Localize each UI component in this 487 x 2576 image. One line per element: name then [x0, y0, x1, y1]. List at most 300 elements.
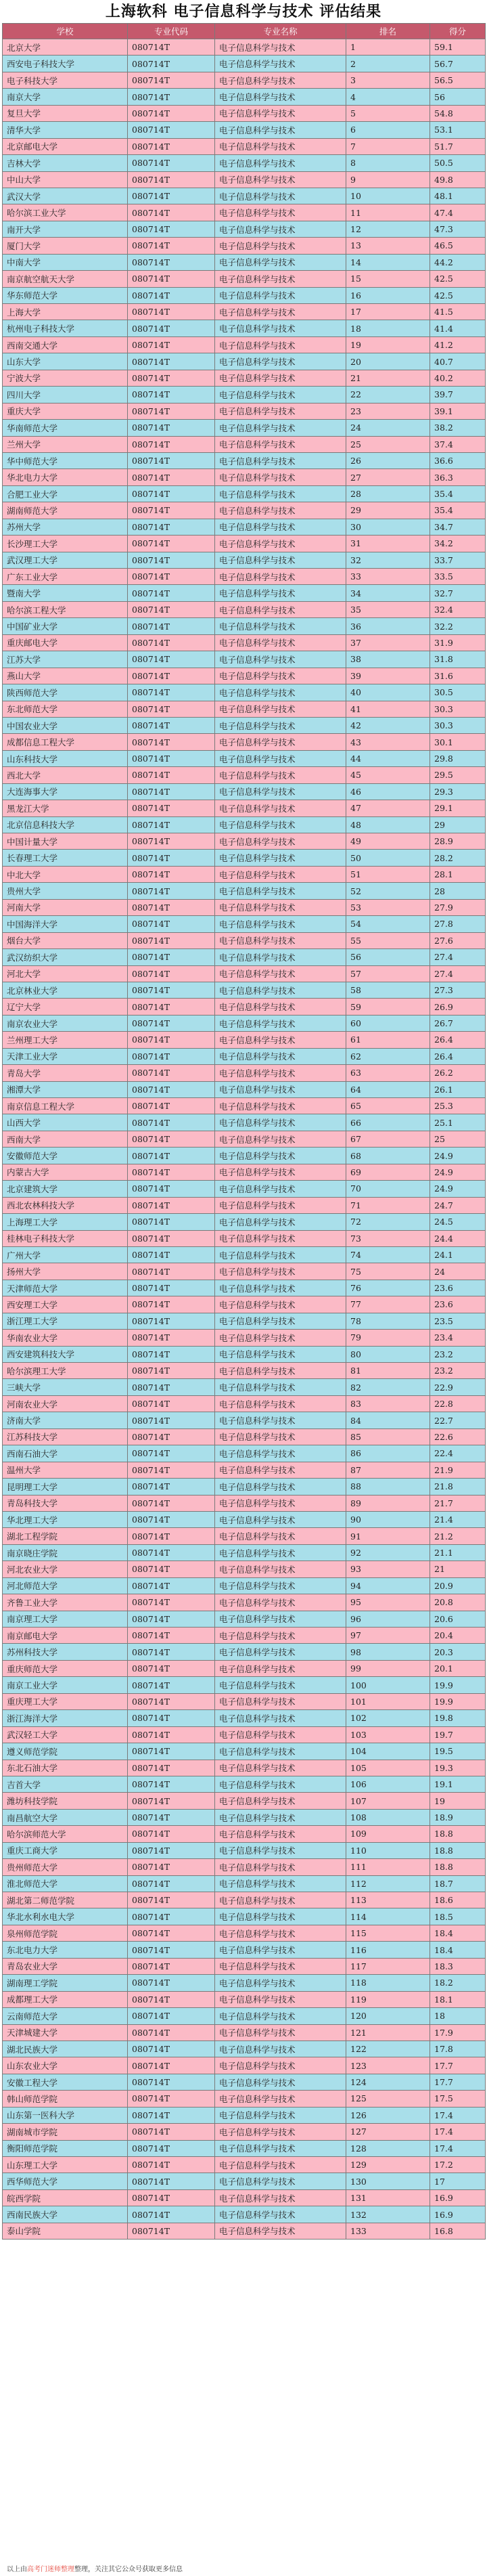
table-row: [3, 138, 486, 154]
school-cell: 黑龙江大学: [3, 800, 128, 816]
major-cell: 电子信息科学与技术: [215, 1015, 346, 1031]
school-cell: 辽宁大学: [3, 999, 128, 1015]
rank-cell: 131: [346, 2189, 430, 2206]
code-cell: 080714T: [128, 204, 215, 221]
score-cell: 18.5: [430, 1908, 486, 1925]
school-cell: 南昌航空大学: [3, 1809, 128, 1825]
major-cell: 电子信息科学与技术: [215, 1495, 346, 1511]
major-cell: 电子信息科学与技术: [215, 734, 346, 750]
code-cell: 080714T: [128, 39, 215, 56]
major-cell: 电子信息科学与技术: [215, 105, 346, 121]
code-cell: 080714T: [128, 2040, 215, 2057]
table-row: [3, 171, 486, 188]
code-cell: 080714T: [128, 618, 215, 634]
score-cell: 16.9: [430, 2189, 486, 2206]
school-cell: 中北大学: [3, 866, 128, 882]
table-row: [3, 1528, 486, 1544]
major-cell: 电子信息科学与技术: [215, 287, 346, 303]
code-cell: 080714T: [128, 221, 215, 237]
school-cell: 北京大学: [3, 39, 128, 56]
school-cell: 湖北民族大学: [3, 2040, 128, 2057]
school-cell: 青岛科技大学: [3, 1495, 128, 1511]
rank-cell: 44: [346, 750, 430, 766]
code-cell: 080714T: [128, 1528, 215, 1544]
table-row: [3, 420, 486, 436]
column-header-school: 学校: [3, 24, 128, 39]
score-cell: 33.5: [430, 569, 486, 585]
major-cell: 电子信息科学与技术: [215, 1577, 346, 1594]
school-cell: 吉首大学: [3, 1776, 128, 1792]
rank-cell: 6: [346, 122, 430, 138]
score-cell: 17.5: [430, 2091, 486, 2107]
major-cell: 电子信息科学与技术: [215, 2091, 346, 2107]
table-row: [3, 2223, 486, 2239]
rank-cell: 47: [346, 800, 430, 816]
school-cell: 东北师范大学: [3, 701, 128, 717]
school-cell: 湘潭大学: [3, 1081, 128, 1097]
school-cell: 兰州大学: [3, 436, 128, 452]
score-cell: 33.7: [430, 552, 486, 568]
rank-cell: 24: [346, 420, 430, 436]
major-cell: 电子信息科学与技术: [215, 519, 346, 535]
score-cell: 26.4: [430, 1032, 486, 1048]
score-cell: 23.6: [430, 1296, 486, 1313]
code-cell: 080714T: [128, 353, 215, 370]
major-cell: 电子信息科学与技术: [215, 1677, 346, 1693]
code-cell: 080714T: [128, 1743, 215, 1760]
major-cell: 电子信息科学与技术: [215, 1131, 346, 1147]
school-cell: 河南大学: [3, 899, 128, 915]
rank-cell: 17: [346, 304, 430, 320]
major-cell: 电子信息科学与技术: [215, 1280, 346, 1296]
school-cell: 杭州电子科技大学: [3, 320, 128, 336]
code-cell: 080714T: [128, 1445, 215, 1462]
school-cell: 燕山大学: [3, 668, 128, 684]
major-cell: 电子信息科学与技术: [215, 1660, 346, 1676]
major-cell: 电子信息科学与技术: [215, 1214, 346, 1230]
table-row: [3, 899, 486, 915]
rank-cell: 79: [346, 1330, 430, 1346]
code-cell: 080714T: [128, 452, 215, 468]
major-cell: 电子信息科学与技术: [215, 469, 346, 485]
major-cell: 电子信息科学与技术: [215, 2057, 346, 2074]
rank-cell: 86: [346, 1445, 430, 1462]
table-row: [3, 965, 486, 982]
code-cell: 080714T: [128, 2223, 215, 2239]
table-row: [3, 436, 486, 452]
code-cell: 080714T: [128, 2124, 215, 2140]
score-cell: 22.7: [430, 1412, 486, 1428]
code-cell: 080714T: [128, 420, 215, 436]
code-cell: 080714T: [128, 1793, 215, 1809]
code-cell: 080714T: [128, 1644, 215, 1660]
rank-cell: 107: [346, 1793, 430, 1809]
rank-cell: 81: [346, 1363, 430, 1379]
score-cell: 28.9: [430, 833, 486, 850]
school-cell: 烟台大学: [3, 932, 128, 948]
table-row: [3, 883, 486, 899]
school-cell: 华南农业大学: [3, 1330, 128, 1346]
school-cell: 东北电力大学: [3, 1942, 128, 1958]
score-cell: 30.3: [430, 701, 486, 717]
major-cell: 电子信息科学与技术: [215, 899, 346, 915]
score-cell: 39.1: [430, 403, 486, 419]
code-cell: 080714T: [128, 1131, 215, 1147]
code-cell: 080714T: [128, 2024, 215, 2040]
table-row: [3, 1395, 486, 1412]
rank-cell: 129: [346, 2157, 430, 2173]
rank-cell: 57: [346, 965, 430, 982]
score-cell: 21.9: [430, 1462, 486, 1478]
code-cell: 080714T: [128, 833, 215, 850]
code-cell: 080714T: [128, 238, 215, 254]
footer-highlight: 高考门迷师整理: [27, 2566, 74, 2573]
major-cell: 电子信息科学与技术: [215, 72, 346, 88]
school-cell: 吉林大学: [3, 155, 128, 171]
table-row: [3, 1230, 486, 1246]
table-row: [3, 1577, 486, 1594]
school-cell: 温州大学: [3, 1462, 128, 1478]
code-cell: 080714T: [128, 783, 215, 800]
major-cell: 电子信息科学与技术: [215, 2173, 346, 2189]
rank-cell: 88: [346, 1479, 430, 1495]
table-row: [3, 56, 486, 72]
rank-cell: 40: [346, 684, 430, 701]
school-cell: 南京理工大学: [3, 1611, 128, 1627]
code-cell: 080714T: [128, 336, 215, 353]
school-cell: 上海大学: [3, 304, 128, 320]
school-cell: 河北农业大学: [3, 1561, 128, 1577]
rank-cell: 90: [346, 1511, 430, 1527]
rank-cell: 124: [346, 2074, 430, 2090]
major-cell: 电子信息科学与技术: [215, 651, 346, 668]
major-cell: 电子信息科学与技术: [215, 2024, 346, 2040]
rank-cell: 84: [346, 1412, 430, 1428]
school-cell: 南京信息工程大学: [3, 1098, 128, 1114]
rank-cell: 121: [346, 2024, 430, 2040]
rank-cell: 23: [346, 403, 430, 419]
score-cell: 41.4: [430, 320, 486, 336]
school-cell: 重庆大学: [3, 403, 128, 419]
school-cell: 天津师范大学: [3, 1280, 128, 1296]
school-cell: 北京林业大学: [3, 982, 128, 998]
school-cell: 兰州理工大学: [3, 1032, 128, 1048]
table-row: [3, 1710, 486, 1726]
school-cell: 东北石油大学: [3, 1760, 128, 1776]
score-cell: 49.8: [430, 171, 486, 188]
table-row: [3, 1131, 486, 1147]
major-cell: 电子信息科学与技术: [215, 1197, 346, 1213]
code-cell: 080714T: [128, 1148, 215, 1164]
code-cell: 080714T: [128, 271, 215, 287]
table-row: [3, 717, 486, 733]
major-cell: 电子信息科学与技术: [215, 618, 346, 634]
school-cell: 潍坊科技学院: [3, 1793, 128, 1809]
score-cell: 17.4: [430, 2124, 486, 2140]
table-row: [3, 72, 486, 88]
code-cell: 080714T: [128, 734, 215, 750]
table-row: [3, 105, 486, 121]
code-cell: 080714T: [128, 1677, 215, 1693]
major-cell: 电子信息科学与技术: [215, 122, 346, 138]
score-cell: 24.9: [430, 1181, 486, 1197]
major-cell: 电子信息科学与技术: [215, 1726, 346, 1743]
major-cell: 电子信息科学与技术: [215, 1826, 346, 1842]
score-cell: 30.1: [430, 734, 486, 750]
score-cell: 18.6: [430, 1892, 486, 1908]
rank-cell: 4: [346, 89, 430, 105]
rank-cell: 72: [346, 1214, 430, 1230]
code-cell: 080714T: [128, 1892, 215, 1908]
code-cell: 080714T: [128, 883, 215, 899]
major-cell: 电子信息科学与技术: [215, 536, 346, 552]
major-cell: 电子信息科学与技术: [215, 1859, 346, 1875]
school-cell: 长沙理工大学: [3, 536, 128, 552]
table-row: [3, 833, 486, 850]
school-cell: 山西大学: [3, 1114, 128, 1131]
school-cell: 中国矿业大学: [3, 618, 128, 634]
school-cell: 皖西学院: [3, 2189, 128, 2206]
score-cell: 32.2: [430, 618, 486, 634]
rank-cell: 118: [346, 1975, 430, 1991]
code-cell: 080714T: [128, 72, 215, 88]
major-cell: 电子信息科学与技术: [215, 1594, 346, 1611]
code-cell: 080714T: [128, 717, 215, 733]
rank-cell: 71: [346, 1197, 430, 1213]
table-row: [3, 469, 486, 485]
rank-cell: 51: [346, 866, 430, 882]
score-cell: 38.2: [430, 420, 486, 436]
score-cell: 31.8: [430, 651, 486, 668]
table-row: [3, 1164, 486, 1180]
major-cell: 电子信息科学与技术: [215, 965, 346, 982]
rank-cell: 56: [346, 949, 430, 965]
table-row: [3, 734, 486, 750]
table-row: [3, 1048, 486, 1064]
table-row: [3, 1495, 486, 1511]
major-cell: 电子信息科学与技术: [215, 1793, 346, 1809]
code-cell: 080714T: [128, 1462, 215, 1478]
rank-cell: 113: [346, 1892, 430, 1908]
watermark: 知乎 @高考门迷师: [338, 2535, 451, 2551]
major-cell: 电子信息科学与技术: [215, 916, 346, 932]
score-cell: 17: [430, 2173, 486, 2189]
table-row: [3, 1280, 486, 1296]
score-cell: 20.4: [430, 1628, 486, 1644]
score-cell: 19.9: [430, 1693, 486, 1709]
rank-cell: 8: [346, 155, 430, 171]
score-cell: 24.4: [430, 1230, 486, 1246]
school-cell: 西华师范大学: [3, 2173, 128, 2189]
rank-cell: 70: [346, 1181, 430, 1197]
table-row: [3, 866, 486, 882]
table-row: [3, 1479, 486, 1495]
code-cell: 080714T: [128, 469, 215, 485]
code-cell: 080714T: [128, 1395, 215, 1412]
score-cell: 35.4: [430, 485, 486, 502]
major-cell: 电子信息科学与技术: [215, 1148, 346, 1164]
major-cell: 电子信息科学与技术: [215, 767, 346, 783]
major-cell: 电子信息科学与技术: [215, 932, 346, 948]
rank-cell: 52: [346, 883, 430, 899]
code-cell: 080714T: [128, 1660, 215, 1676]
school-cell: 成都理工大学: [3, 1991, 128, 2007]
school-cell: 济南大学: [3, 1412, 128, 1428]
score-cell: 24.1: [430, 1246, 486, 1263]
major-cell: 电子信息科学与技术: [215, 2140, 346, 2156]
table-row: [3, 1693, 486, 1709]
code-cell: 080714T: [128, 569, 215, 585]
code-cell: 080714T: [128, 1826, 215, 1842]
major-cell: 电子信息科学与技术: [215, 1445, 346, 1462]
school-cell: 宁波大学: [3, 370, 128, 386]
rank-cell: 30: [346, 519, 430, 535]
table-row: [3, 188, 486, 204]
code-cell: 080714T: [128, 1181, 215, 1197]
score-cell: 19.5: [430, 1743, 486, 1760]
code-cell: 080714T: [128, 932, 215, 948]
score-cell: 34.2: [430, 536, 486, 552]
rank-cell: 49: [346, 833, 430, 850]
code-cell: 080714T: [128, 816, 215, 833]
score-cell: 30.3: [430, 717, 486, 733]
table-row: [3, 1296, 486, 1313]
table-row: [3, 601, 486, 617]
rank-cell: 99: [346, 1660, 430, 1676]
rank-cell: 55: [346, 932, 430, 948]
rank-cell: 96: [346, 1611, 430, 1627]
score-cell: 21.1: [430, 1544, 486, 1560]
score-cell: 18.3: [430, 1958, 486, 1974]
score-cell: 56: [430, 89, 486, 105]
major-cell: 电子信息科学与技术: [215, 2074, 346, 2090]
table-row: [3, 1544, 486, 1560]
code-cell: 080714T: [128, 1511, 215, 1527]
score-cell: 44.2: [430, 254, 486, 270]
major-cell: 电子信息科学与技术: [215, 1032, 346, 1048]
score-cell: 26.1: [430, 1081, 486, 1097]
table-row: [3, 304, 486, 320]
code-cell: 080714T: [128, 2140, 215, 2156]
code-cell: 080714T: [128, 485, 215, 502]
major-cell: 电子信息科学与技术: [215, 1230, 346, 1246]
major-cell: 电子信息科学与技术: [215, 552, 346, 568]
table-row: [3, 1330, 486, 1346]
code-cell: 080714T: [128, 1776, 215, 1792]
table-row: [3, 1726, 486, 1743]
major-cell: 电子信息科学与技术: [215, 850, 346, 866]
rank-cell: 53: [346, 899, 430, 915]
code-cell: 080714T: [128, 1230, 215, 1246]
code-cell: 080714T: [128, 519, 215, 535]
code-cell: 080714T: [128, 2107, 215, 2123]
school-cell: 山东科技大学: [3, 750, 128, 766]
school-cell: 韩山师范学院: [3, 2091, 128, 2107]
code-cell: 080714T: [128, 1975, 215, 1991]
table-row: [3, 287, 486, 303]
table-row: [3, 1628, 486, 1644]
score-cell: 18.8: [430, 1826, 486, 1842]
score-cell: 19.9: [430, 1677, 486, 1693]
rank-cell: 80: [346, 1346, 430, 1362]
major-cell: 电子信息科学与技术: [215, 238, 346, 254]
major-cell: 电子信息科学与技术: [215, 1760, 346, 1776]
school-cell: 湖北工程学院: [3, 1528, 128, 1544]
score-cell: 36.6: [430, 452, 486, 468]
table-row: [3, 1313, 486, 1329]
score-cell: 17.4: [430, 2107, 486, 2123]
rank-cell: 74: [346, 1246, 430, 1263]
major-cell: 电子信息科学与技术: [215, 353, 346, 370]
major-cell: 电子信息科学与技术: [215, 1181, 346, 1197]
rank-cell: 20: [346, 353, 430, 370]
score-cell: 18.7: [430, 1875, 486, 1892]
school-cell: 湖南理工学院: [3, 1975, 128, 1991]
major-cell: 电子信息科学与技术: [215, 569, 346, 585]
code-cell: 080714T: [128, 2189, 215, 2206]
school-cell: 昆明理工大学: [3, 1479, 128, 1495]
table-row: [3, 651, 486, 668]
table-row: [3, 949, 486, 965]
rank-cell: 78: [346, 1313, 430, 1329]
major-cell: 电子信息科学与技术: [215, 1975, 346, 1991]
score-cell: 50.5: [430, 155, 486, 171]
school-cell: 南京航空航天大学: [3, 271, 128, 287]
rank-cell: 48: [346, 816, 430, 833]
score-cell: 26.7: [430, 1015, 486, 1031]
score-cell: 27.4: [430, 965, 486, 982]
rank-cell: 58: [346, 982, 430, 998]
rank-cell: 127: [346, 2124, 430, 2140]
rank-cell: 100: [346, 1677, 430, 1693]
major-cell: 电子信息科学与技术: [215, 420, 346, 436]
table-row: [3, 800, 486, 816]
score-cell: 28.2: [430, 850, 486, 866]
school-cell: 淮北师范大学: [3, 1875, 128, 1892]
table-row: [3, 2124, 486, 2140]
school-cell: 西南交通大学: [3, 336, 128, 353]
code-cell: 080714T: [128, 436, 215, 452]
score-cell: 36.3: [430, 469, 486, 485]
code-cell: 080714T: [128, 1693, 215, 1709]
rank-cell: 69: [346, 1164, 430, 1180]
code-cell: 080714T: [128, 668, 215, 684]
code-cell: 080714T: [128, 651, 215, 668]
table-row: [3, 2189, 486, 2206]
score-cell: 28: [430, 883, 486, 899]
score-cell: 29.8: [430, 750, 486, 766]
table-row: [3, 2040, 486, 2057]
rank-cell: 34: [346, 585, 430, 601]
code-cell: 080714T: [128, 1330, 215, 1346]
table-row: [3, 1263, 486, 1280]
major-cell: 电子信息科学与技术: [215, 1561, 346, 1577]
school-cell: 中南大学: [3, 254, 128, 270]
major-cell: 电子信息科学与技术: [215, 1908, 346, 1925]
school-cell: 安徽工程大学: [3, 2074, 128, 2090]
table-row: [3, 403, 486, 419]
rank-cell: 59: [346, 999, 430, 1015]
school-cell: 华南师范大学: [3, 420, 128, 436]
table-row: [3, 1958, 486, 1974]
table-row: [3, 2091, 486, 2107]
score-cell: 21.4: [430, 1511, 486, 1527]
code-cell: 080714T: [128, 552, 215, 568]
code-cell: 080714T: [128, 684, 215, 701]
rank-cell: 36: [346, 618, 430, 634]
rank-cell: 22: [346, 387, 430, 403]
major-cell: 电子信息科学与技术: [215, 1263, 346, 1280]
